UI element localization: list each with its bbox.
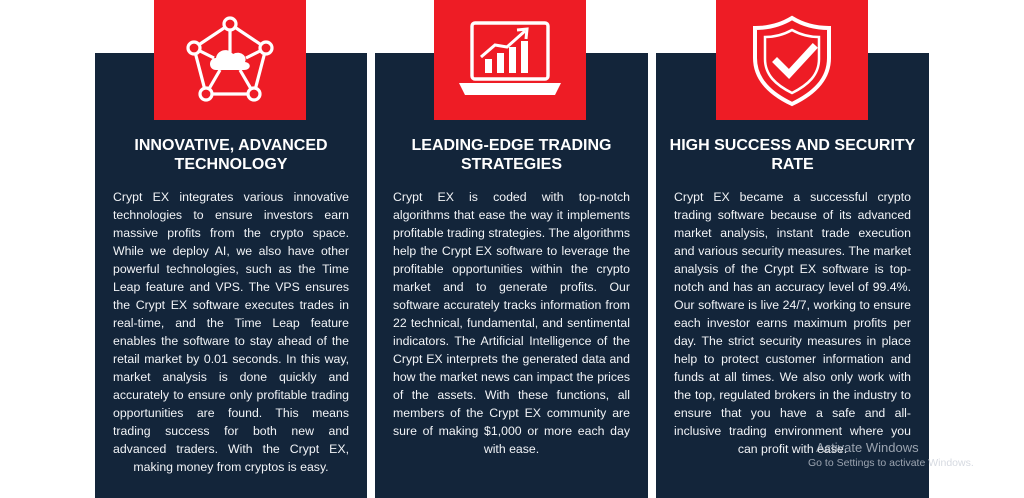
feature-description-text: Crypt EX is coded with top-notch algorithms that ease the way it implements profitable trading strategies. The algorithms help the Crypt EX software to leverage the profitable opportunities within the crypto market and to generate profits. Our software accurately tracks information from 22 technical, fundamental, and sentimental indicators. The Artificial Intelligence of the Crypt EX interprets the generated data and how the market news can impact the prices of the assets. With these functions, all members of the Crypt EX community are sure of making $1,000 or more each day with ease. (393, 190, 630, 456)
feature-icon-box (154, 0, 306, 120)
feature-icon-box (716, 0, 868, 120)
feature-title: HIGH SUCCESS AND SECURITY RATE (669, 137, 916, 173)
feature-description (674, 188, 911, 458)
feature-description (393, 188, 630, 458)
feature-card-technology (95, 53, 367, 498)
feature-card-security (656, 53, 929, 498)
feature-description (113, 188, 349, 476)
cloud-network-icon (182, 14, 278, 106)
feature-description-text: Crypt EX became a successful crypto trading software because of its advanced market analysis, instant trade execution and various security measures. The market analysis of the Crypt EX software is top-notch and has an accuracy level of 99.4%. Our software is live 24/7, working to ensure each investor earns maximum profits per day. The strict security measures in place help to protect customer information and funds at all times. We also only work with the top, regulated brokers in the industry to ensure that you have a safe and all-inclusive trading environment where you can profit with ease. (674, 190, 911, 456)
feature-icon-box (434, 0, 586, 120)
shield-check-icon (747, 12, 837, 108)
watermark-subtitle: Go to Settings to activate Windows. (808, 457, 974, 469)
watermark-title: Activate Windows (816, 440, 919, 455)
laptop-chart-icon (455, 17, 565, 103)
feature-description-text: Crypt EX integrates various innovative technologies to ensure investors earn massive profits from the crypto space. While we deploy AI, we also have other powerful technologies, such as the Time Leap feature and VPS. The VPS ensures the Crypt EX software executes trades in real-time, and the Time Leap feature enables the software to stay ahead of the retail market by 0.01 seconds. In this way, market analysis is done quickly and accurately to ensure only profitable trading opportunities are found. This means trading success for both new and advanced traders. With the Crypt EX, making money from cryptos is easy. (113, 190, 349, 474)
feature-title: LEADING-EDGE TRADING STRATEGIES (411, 137, 612, 173)
feature-title: INNOVATIVE, ADVANCED TECHNOLOGY (134, 137, 328, 173)
feature-card-strategies (375, 53, 648, 498)
